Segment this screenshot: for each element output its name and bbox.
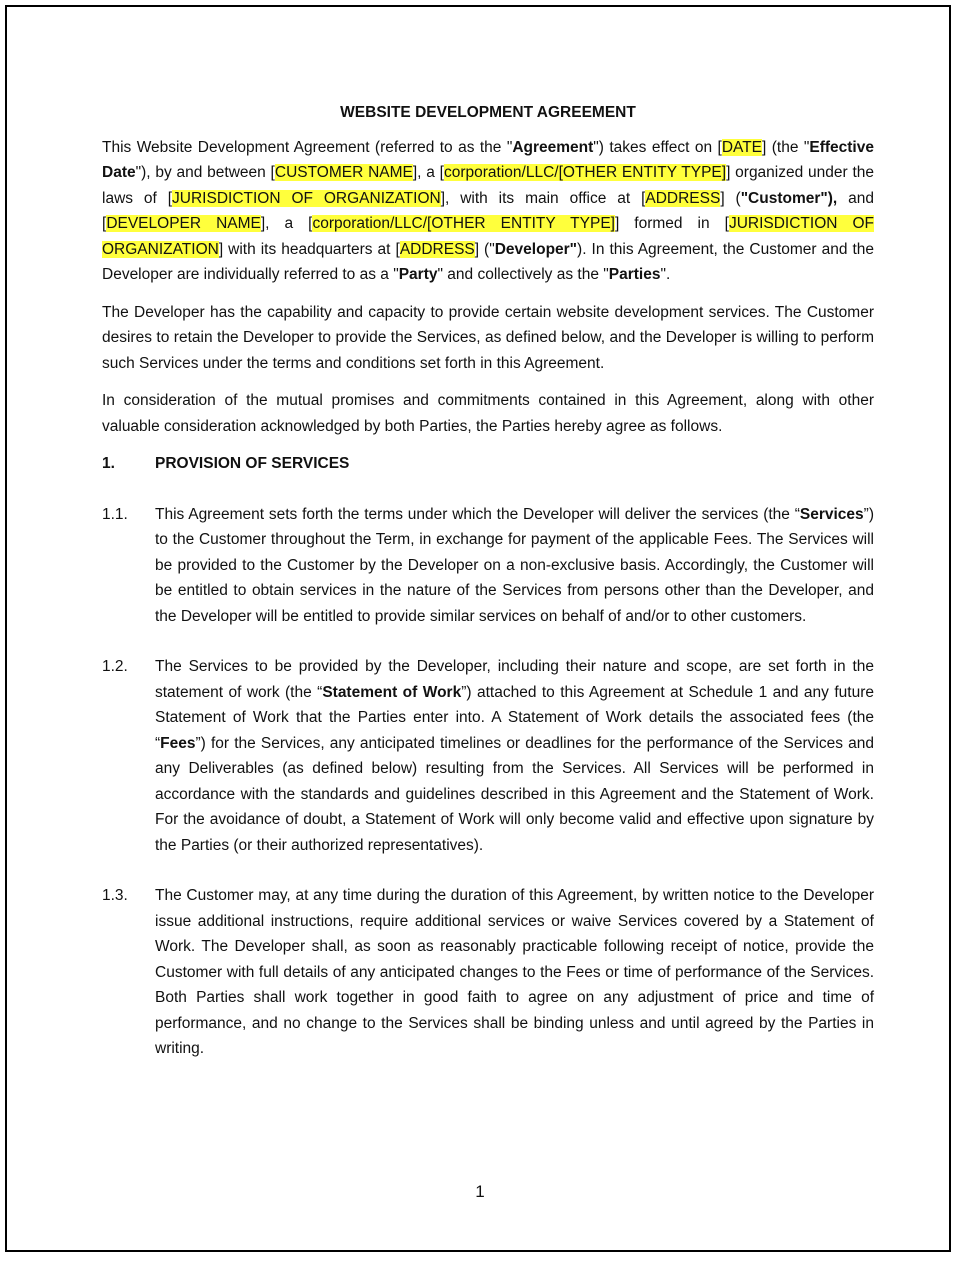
effective-date-term: Effective Date bbox=[102, 138, 874, 181]
agreement-term: Agreement bbox=[512, 138, 594, 156]
intro-text: ], a [ bbox=[412, 164, 444, 181]
clause-text: The Services to be provided by the Developer, including their nature and scope, are set forth in the statement of work (the “ bbox=[155, 658, 874, 701]
intro-text: ] (" bbox=[474, 240, 495, 258]
clause-number: 1.1. bbox=[102, 505, 128, 523]
party-term: Party bbox=[398, 266, 438, 283]
intro-text: ] formed in [ bbox=[614, 215, 729, 232]
clause-body bbox=[155, 502, 874, 630]
developer-address-placeholder: ADDRESS bbox=[399, 240, 475, 258]
statement-of-work-term: Statement of Work bbox=[322, 683, 462, 701]
clause-text: This Agreement sets forth the terms under which the Developer will deliver the services (the “ bbox=[155, 505, 800, 523]
clause-1-3 bbox=[102, 883, 874, 1062]
section-heading bbox=[102, 451, 874, 477]
clause-text: ”) to the Customer throughout the Term, in exchange for payment of the applicable Fees. The Services will be provided to the Customer by the Developer on a non-exclusive basis. Accordingly, the Customer will be entitled to obtain services in the nature of the Services from persons other than the Developer, and the Developer will be entitled to provide similar services on behalf of and/or to other customers. bbox=[155, 505, 874, 625]
clause-number: 1.3. bbox=[102, 887, 128, 904]
developer-jurisdiction-placeholder: JURISDICTION OF ORGANIZATION bbox=[102, 215, 874, 258]
customer-entity-placeholder: corporation/LLC/[OTHER ENTITY TYPE] bbox=[443, 164, 727, 181]
customer-jurisdiction-placeholder: JURISDICTION OF ORGANIZATION bbox=[172, 189, 441, 207]
section-number: 1. bbox=[102, 455, 115, 472]
intro-text: ] ( bbox=[720, 189, 741, 207]
services-term: Services bbox=[799, 505, 864, 523]
intro-text: "), by and between [ bbox=[135, 164, 275, 181]
customer-address-placeholder: ADDRESS bbox=[645, 189, 721, 207]
customer-term: "Customer"), bbox=[740, 189, 838, 207]
document-page bbox=[5, 5, 951, 1252]
intro-text: ] with its headquarters at [ bbox=[218, 240, 400, 258]
developer-term: Developer" bbox=[494, 240, 578, 258]
intro-text: " and collectively as the " bbox=[437, 266, 609, 283]
intro-text: ") takes effect on [ bbox=[593, 138, 722, 156]
document-title: WEBSITE DEVELOPMENT AGREEMENT bbox=[340, 104, 636, 121]
intro-text: ] (the " bbox=[762, 138, 810, 156]
clause-text: ”) for the Services, any anticipated timelines or deadlines for the performance of the Services and any Deliverables (as defined below) resulting from the Services. All Services will be performed in accordance with the standards and guidelines described in this Agreement and the Statement of Work. For the avoidance of doubt, a Statement of Work will only become valid and effective upon signature by the Parties (or their authorized representatives). bbox=[155, 734, 874, 854]
clause-1-2 bbox=[102, 654, 874, 858]
page-number: 1 bbox=[475, 1182, 485, 1201]
intro-text: This Website Development Agreement (referred to as the " bbox=[102, 138, 513, 156]
document-content bbox=[102, 100, 874, 1087]
intro-text: ] organized under the laws of [ bbox=[102, 164, 874, 207]
intro-text: and [ bbox=[102, 189, 874, 232]
clause-text: ”) attached to this Agreement at Schedule 1 and any future Statement of Work that the Parties enter into. A Statement of Work details the associated fees (the “ bbox=[155, 683, 874, 752]
consideration-paragraph: In consideration of the mutual promises and commitments contained in this Agreement, along with other valuable consideration acknowledged by both Parties, the Parties hereby agree as follows. bbox=[102, 392, 874, 435]
section-title: PROVISION OF SERVICES bbox=[155, 455, 350, 472]
parties-term: Parties bbox=[608, 266, 661, 283]
intro-text: ". bbox=[660, 266, 671, 283]
fees-term: Fees bbox=[160, 734, 196, 752]
intro-text: ], with its main office at [ bbox=[440, 189, 646, 207]
intro-paragraph bbox=[102, 135, 874, 288]
clause-number: 1.2. bbox=[102, 658, 128, 675]
clause-body: The Customer may, at any time during the duration of this Agreement, by written notice to the Developer issue additional instructions, require additional services or waive Services covered by a Statement of Work. The Developer shall, as soon as reasonably practicable following receipt of notice, provide the Customer with full details of any anticipated changes to the Fees or time of performance of the Services. Both Parties shall work together in good faith to agree on any adjustment of price and time of performance, and no change to the Services shall be binding unless and until agreed by the Parties in writing. bbox=[155, 887, 874, 1057]
developer-entity-placeholder: corporation/LLC/[OTHER ENTITY TYPE] bbox=[312, 215, 615, 232]
customer-name-placeholder: CUSTOMER NAME bbox=[274, 164, 413, 181]
intro-text: ], a [ bbox=[260, 215, 313, 232]
developer-name-placeholder: DEVELOPER NAME bbox=[106, 215, 261, 232]
clause-1-1 bbox=[102, 502, 874, 630]
capability-paragraph: The Developer has the capability and capacity to provide certain website development services. The Customer desires to retain the Developer to provide the Services, as defined below, and the Developer is willing to perform such Services under the terms and conditions set forth in this Agreement. bbox=[102, 303, 874, 372]
date-placeholder: DATE bbox=[721, 138, 763, 156]
clause-body bbox=[155, 654, 874, 858]
intro-text: ). In this Agreement, the Customer and the Developer are individually referred to as a " bbox=[102, 240, 875, 283]
